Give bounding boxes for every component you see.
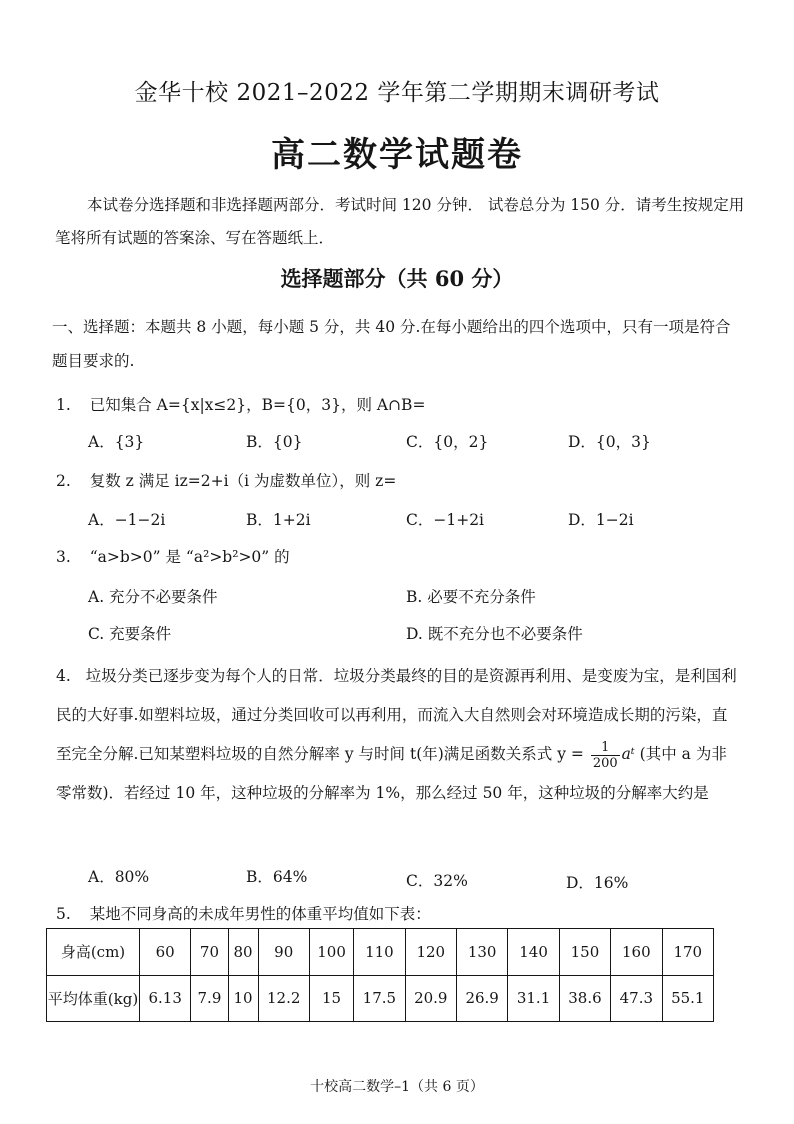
option-a: A．80% — [88, 868, 150, 886]
option-b: B．64% — [246, 868, 308, 886]
table-cell: 12.2 — [258, 975, 309, 1022]
table-cell: 55.1 — [662, 975, 713, 1022]
option-b: B．{0} — [246, 433, 303, 451]
section-title: 选择题部分（共 60 分） — [280, 266, 514, 291]
option-d: D．16% — [566, 874, 629, 892]
table-cell: 6.13 — [140, 975, 191, 1022]
height-weight-table — [46, 928, 714, 1022]
question-number: 5. — [56, 905, 71, 923]
option-a: A．−1−2i — [88, 511, 166, 529]
table-cell: 140 — [508, 929, 559, 976]
table-cell: 120 — [405, 929, 456, 976]
question-2 — [56, 469, 396, 491]
question-number: 4. — [56, 667, 71, 685]
table-cell: 31.1 — [508, 975, 559, 1022]
fraction-denominator: 200 — [592, 755, 618, 771]
question-4 — [56, 657, 740, 813]
row-label: 平均体重(kg) — [47, 975, 140, 1022]
question-5 — [56, 902, 431, 924]
table-cell: 80 — [228, 929, 258, 976]
table-cell: 15 — [309, 975, 353, 1022]
row-label: 身高(cm) — [47, 929, 140, 976]
instructions: 一、选择题：本题共 8 小题，每小题 5 分，共 40 分.在每小题给出的四个选项中，只有一项是符合题目要求的. — [52, 318, 731, 370]
table-cell: 70 — [191, 929, 228, 976]
formula-power: aᵗ — [621, 745, 635, 763]
table-cell: 10 — [228, 975, 258, 1022]
exam-title: 金华十校 2021–2022 学年第二学期期末调研考试 — [134, 80, 660, 106]
option-a: A. 充分不必要条件 — [88, 588, 218, 606]
question-number: 1. — [56, 396, 71, 414]
table-cell: 26.9 — [456, 975, 507, 1022]
question-stem-part2: (其中 a 为非零常数)．若经过 10 年，这种垃圾的分解率为 1%，那么经过 50 年，这种垃圾的分解率大约是 — [56, 745, 727, 802]
question-stem: 复数 z 满足 iz=2+i（i 为虚数单位），则 z= — [89, 472, 397, 490]
fraction-numerator: 1 — [591, 740, 620, 756]
question-stem: 某地不同身高的未成年男性的体重平均值如下表： — [89, 905, 431, 923]
option-c: C．−1+2i — [406, 511, 485, 529]
option-a: A．{3} — [88, 433, 145, 451]
intro-paragraph: 本试卷分选择题和非选择题两部分．考试时间 120 分钟． 试卷总分为 150 分．请考生按规定用笔将所有试题的答案涂、写在答题纸上． — [55, 196, 745, 247]
option-d: D．{0，3} — [568, 433, 651, 451]
question-stem: 已知集合 A={x|x≤2}，B={0，3}，则 A∩B= — [89, 396, 426, 414]
table-row-height — [47, 929, 714, 976]
table-cell: 47.3 — [611, 975, 662, 1022]
option-c: C. 充要条件 — [88, 625, 172, 643]
table-cell: 20.9 — [405, 975, 456, 1022]
page-footer: 十校高二数学–1（共 6 页） — [310, 1079, 484, 1095]
table-cell: 17.5 — [354, 975, 405, 1022]
option-c: C．32% — [406, 872, 468, 890]
table-cell: 7.9 — [191, 975, 228, 1022]
question-3 — [56, 545, 290, 567]
option-d: D．1−2i — [568, 511, 634, 529]
table-cell: 90 — [258, 929, 309, 976]
option-b: B. 必要不充分条件 — [406, 588, 536, 606]
table-cell: 170 — [662, 929, 713, 976]
table-cell: 130 — [456, 929, 507, 976]
option-d: D. 既不充分也不必要条件 — [406, 625, 583, 643]
table-cell: 38.6 — [559, 975, 610, 1022]
option-c: C．{0，2} — [406, 433, 489, 451]
table-cell: 100 — [309, 929, 353, 976]
table-cell: 60 — [140, 929, 191, 976]
table-cell: 160 — [611, 929, 662, 976]
table-cell: 110 — [354, 929, 405, 976]
option-b: B．1+2i — [246, 511, 311, 529]
question-stem-part1: 垃圾分类已逐步变为每个人的日常．垃圾分类最终的目的是资源再利用、是变废为宝，是利国利民的大好事.如塑料垃圾，通过分类回收可以再利用，而流入大自然则会对环境造成长期的污染，直至完全分解.已知某塑料垃圾的自然分解率 y 与时间 t(年)满足函数关系式 y = — [56, 667, 737, 763]
question-1 — [56, 393, 425, 415]
question-stem: “a>b>0” 是 “a²>b²>0” 的 — [89, 548, 290, 566]
question-number: 2. — [56, 472, 71, 490]
question-number: 3. — [56, 548, 71, 566]
table-row-weight — [47, 975, 714, 1022]
paper-title: 高二数学试题卷 — [271, 135, 523, 175]
table-cell: 150 — [559, 929, 610, 976]
formula-fraction — [591, 740, 620, 771]
